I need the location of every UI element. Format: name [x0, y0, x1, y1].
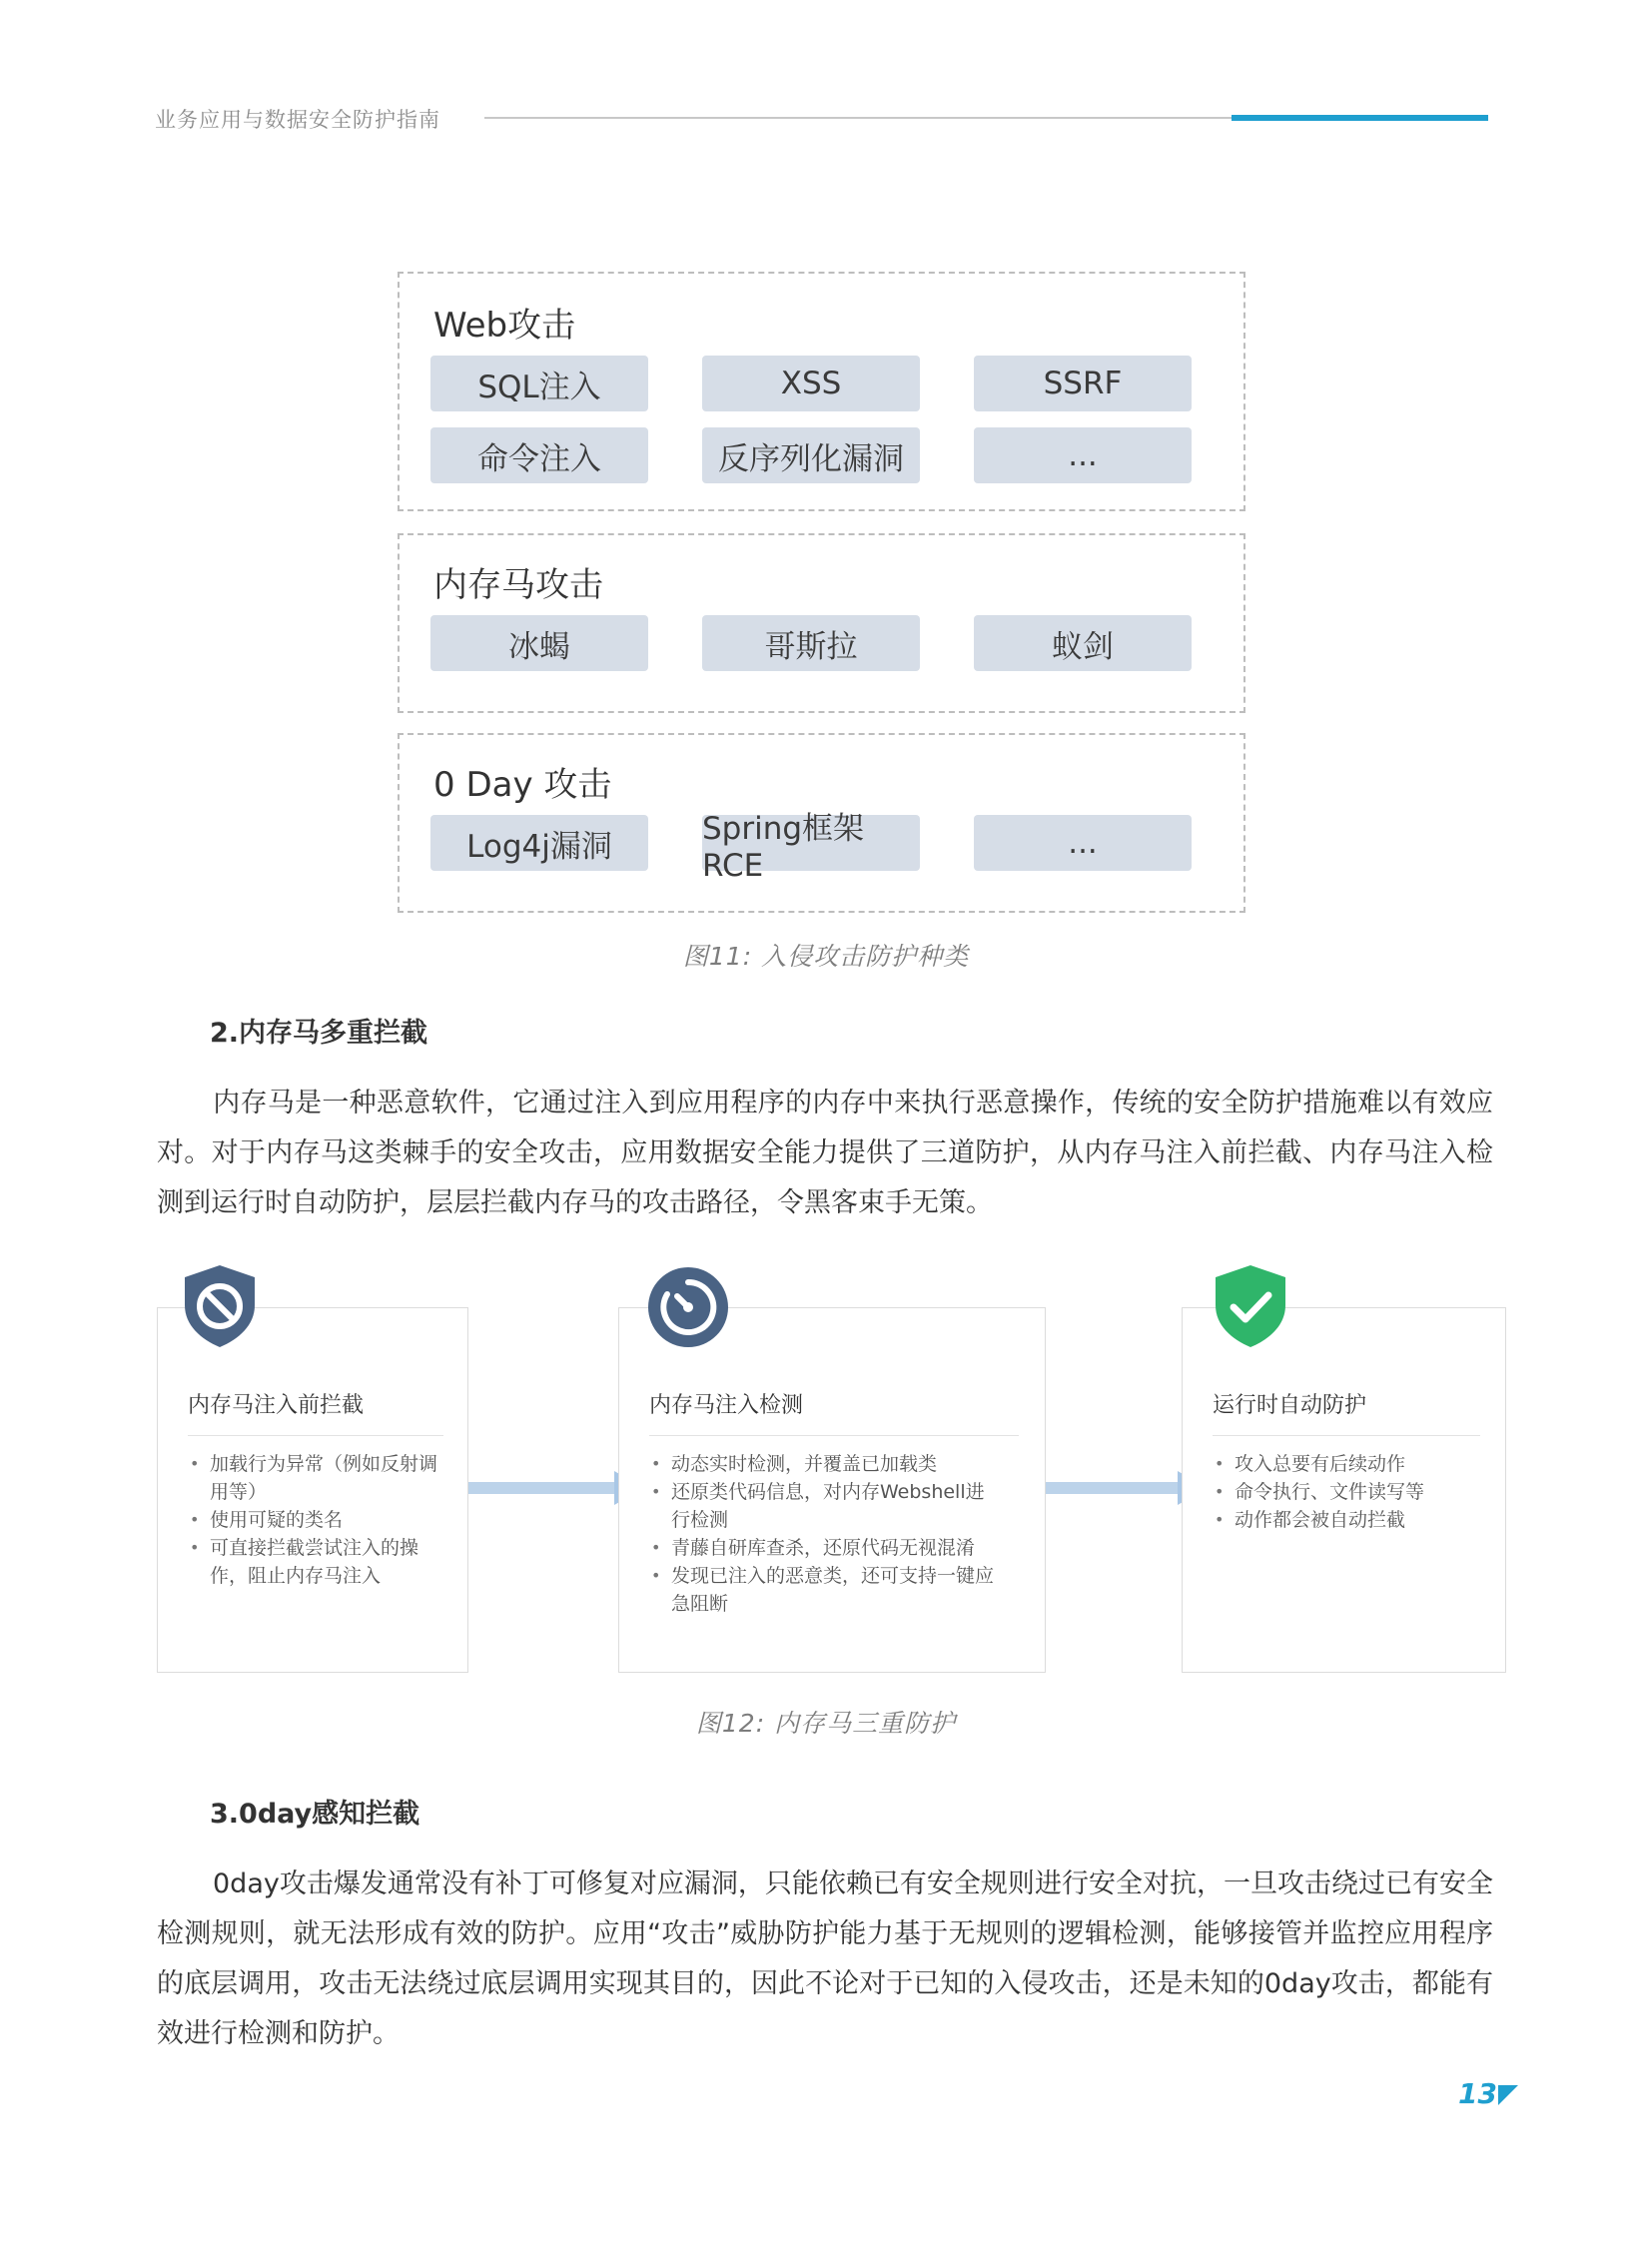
list-item: • 还原类代码信息，对内存Webshell进行检测	[649, 1478, 999, 1534]
list-item: • 动态实时检测，并覆盖已加载类	[649, 1450, 999, 1478]
attack-chip: 命令注入	[430, 427, 648, 483]
section-heading: 2.内存马多重拦截	[210, 1018, 428, 1049]
group-title: 内存马攻击	[433, 565, 603, 605]
card-bullets	[188, 1450, 437, 1590]
flow-arrow	[1046, 1482, 1180, 1494]
list-item: • 命令执行、文件读写等	[1213, 1478, 1482, 1506]
card-bullets	[1213, 1450, 1482, 1534]
section-paragraph	[157, 1860, 1493, 2059]
attack-chip: 蚁剑	[974, 615, 1192, 671]
list-item: • 加载行为异常（例如反射调用等）	[188, 1450, 437, 1506]
list-item: • 动作都会被自动拦截	[1213, 1506, 1482, 1534]
list-item: • 可直接拦截尝试注入的操作，阻止内存马注入	[188, 1534, 437, 1590]
protection-card-pre-injection	[157, 1307, 468, 1673]
protection-card-runtime	[1182, 1307, 1506, 1673]
list-item: • 发现已注入的恶意类，还可支持一键应急阻断	[649, 1562, 999, 1618]
section-heading: 3.0day感知拦截	[210, 1799, 420, 1830]
web-attack-group	[398, 272, 1245, 511]
check-shield-icon	[1212, 1263, 1289, 1349]
list-item: • 青藤自研库查杀，还原代码无视混淆	[649, 1534, 999, 1562]
attack-chip: ...	[974, 427, 1192, 483]
figure11-caption: 图11: 入侵攻击防护种类	[682, 942, 970, 971]
page-corner-triangle-icon	[1498, 2085, 1518, 2105]
card-bullets	[649, 1450, 999, 1618]
page-number: 13	[1458, 2077, 1497, 2110]
card-divider	[649, 1435, 1019, 1436]
group-title: 0 Day 攻击	[433, 765, 612, 805]
ban-shield-icon	[181, 1263, 259, 1349]
attack-chip: 反序列化漏洞	[702, 427, 920, 483]
attack-chip: Spring框架RCE	[702, 815, 920, 871]
card-title: 运行时自动防护	[1213, 1393, 1367, 1418]
list-item: • 攻入总要有后续动作	[1213, 1450, 1482, 1478]
card-title: 内存马注入前拦截	[188, 1393, 365, 1418]
zeroday-attack-group	[398, 733, 1245, 913]
card-title: 内存马注入检测	[649, 1393, 804, 1418]
attack-chip: SQL注入	[430, 356, 648, 411]
attack-chip: 哥斯拉	[702, 615, 920, 671]
figure12-caption: 图12: 内存马三重防护	[695, 1709, 957, 1738]
gauge-icon	[647, 1266, 729, 1348]
card-divider	[188, 1435, 443, 1436]
memshell-attack-group	[398, 533, 1245, 713]
attack-chip: SSRF	[974, 356, 1192, 411]
header-accent-bar	[1232, 115, 1488, 121]
group-title: Web攻击	[433, 306, 576, 346]
attack-chip: 冰蝎	[430, 615, 648, 671]
header-divider	[484, 117, 1232, 119]
running-header-title: 业务应用与数据安全防护指南	[155, 108, 440, 132]
flow-arrow	[468, 1482, 616, 1494]
protection-card-detection	[618, 1307, 1046, 1673]
card-divider	[1213, 1435, 1480, 1436]
paragraph-text: 内存马是一种恶意软件，它通过注入到应用程序的内存中来执行恶意操作，传统的安全防护措施难以有效应对。对于内存马这类棘手的安全攻击，应用数据安全能力提供了三道防护，从内存马注入前拦截、内存马注入检测到运行时自动防护，层层拦截内存马的攻击路径，令黑客束手无策。	[157, 1088, 1493, 1218]
section-paragraph	[157, 1079, 1493, 1228]
attack-chip: XSS	[702, 356, 920, 411]
paragraph-text: 0day攻击爆发通常没有补丁可修复对应漏洞，只能依赖已有安全规则进行安全对抗，一旦攻击绕过已有安全检测规则，就无法形成有效的防护。应用“攻击”威胁防护能力基于无规则的逻辑检测，能够接管并监控应用程序的底层调用，攻击无法绕过底层调用实现其目的，因此不论对于已知的入侵攻击，还是未知的0day攻击，都能有效进行检测和防护。	[157, 1868, 1493, 2049]
list-item: • 使用可疑的类名	[188, 1506, 437, 1534]
attack-chip: ...	[974, 815, 1192, 871]
attack-chip: Log4j漏洞	[430, 815, 648, 871]
